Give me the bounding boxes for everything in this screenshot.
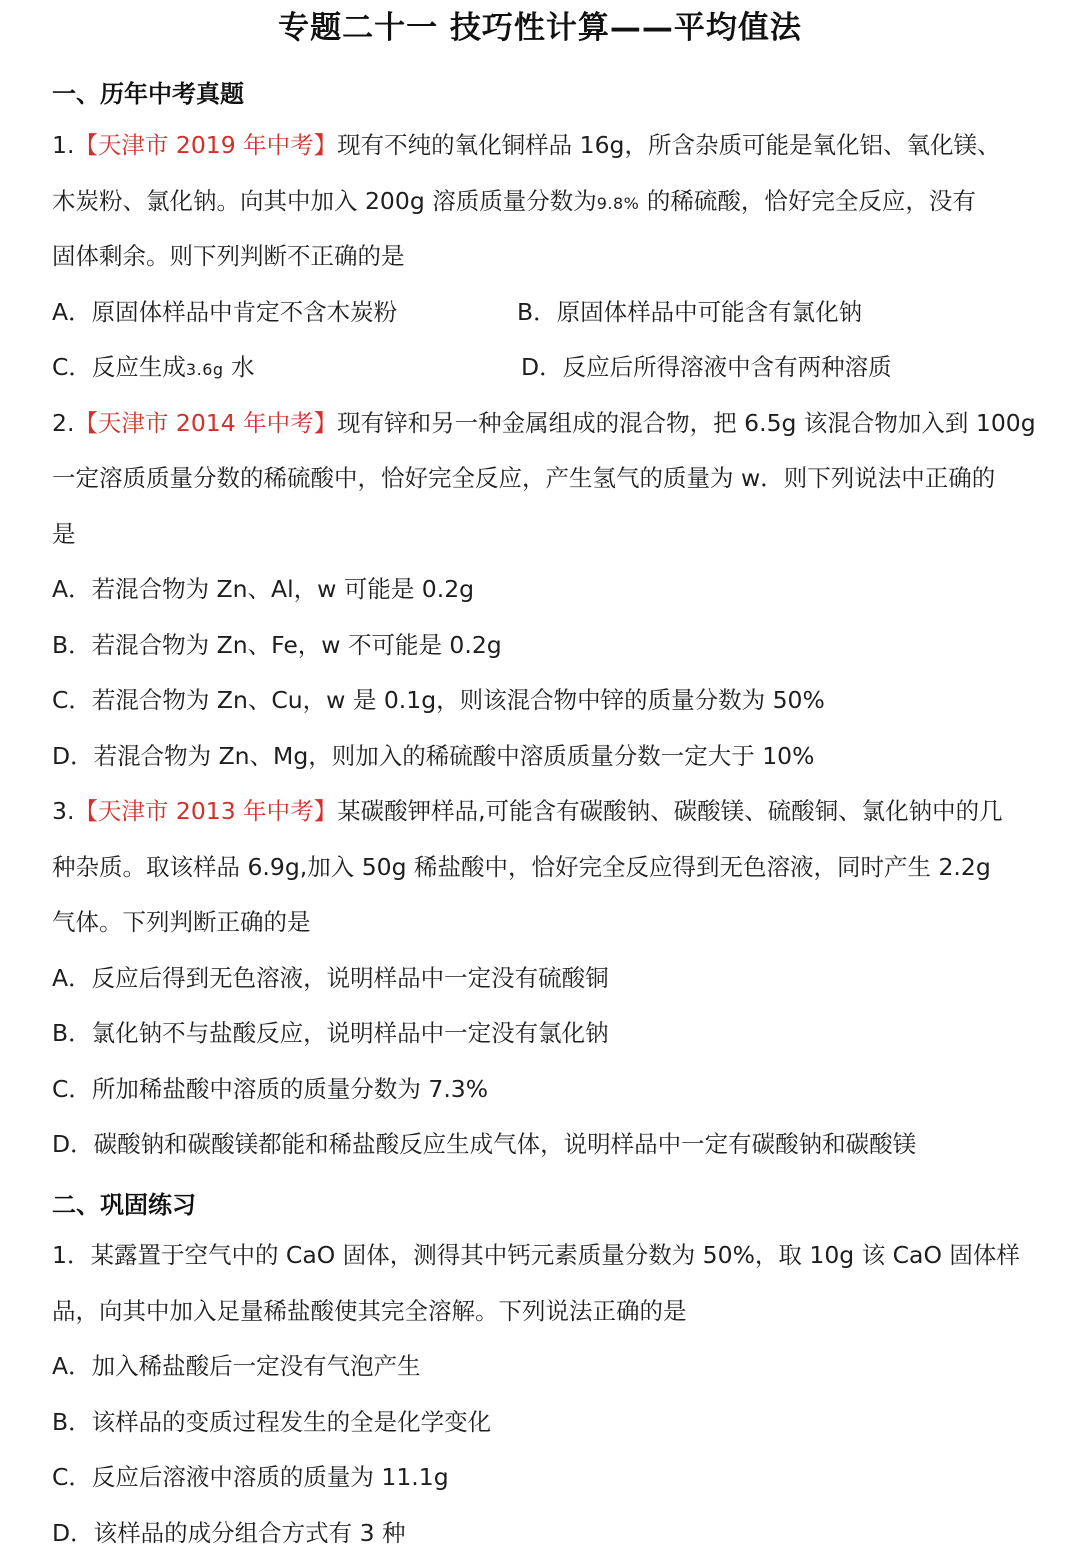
p1-line-1: 1．某露置于空气中的 CaO 固体，测得其中钙元素质量分数为 50%，取 10g 该 CaO 固体样: [52, 1241, 1020, 1269]
q3-line-2: 种杂质。取该样品 6.9g,加入 50g 稀盐酸中，恰好完全反应得到无色溶液，同时产生 2.2g: [52, 853, 991, 881]
page-title: 专题二十一 技巧性计算——平均值法: [278, 10, 802, 46]
p1-option-a: A．加入稀盐酸后一定没有气泡产生: [52, 1352, 421, 1380]
q1-line-2: [52, 186, 976, 219]
q2-option-b: B．若混合物为 Zn、Fe，w 不可能是 0.2g: [52, 631, 502, 659]
q2-number: 2.: [52, 409, 75, 437]
q1-option-a: A．原固体样品中肯定不含木炭粉: [52, 298, 398, 326]
q3-option-b: B．氯化钠不与盐酸反应，说明样品中一定没有氯化钠: [52, 1019, 609, 1047]
q2-option-c: C．若混合物为 Zn、Cu，w 是 0.1g，则该混合物中锌的质量分数为 50%: [52, 686, 825, 714]
q2-line-3: 是: [52, 520, 76, 548]
q3-source: 【天津市 2013 年中考】: [74, 797, 338, 825]
q1-option-d: D．反应后所得溶液中含有两种溶质: [521, 353, 892, 381]
q2-option-a: A．若混合物为 Zn、Al，w 可能是 0.2g: [52, 575, 475, 603]
section-heading-past-exams: 一、历年中考真题: [52, 80, 244, 108]
q1-option-c-text-b: 水: [223, 353, 255, 381]
section-heading-practice: 二、巩固练习: [52, 1191, 196, 1219]
q1-source: 【天津市 2019 年中考】: [74, 131, 338, 159]
q1-option-c-text-a: C．反应生成: [52, 353, 186, 381]
q3-option-c: C．所加稀盐酸中溶质的质量分数为 7.3%: [52, 1075, 489, 1103]
q3-option-a: A．反应后得到无色溶液，说明样品中一定没有硫酸铜: [52, 964, 609, 992]
q3-line-1: [52, 796, 1003, 826]
q3-number: 3.: [52, 797, 75, 825]
p1-option-d: D．该样品的成分组合方式有 3 种: [52, 1519, 406, 1547]
q2-source: 【天津市 2014 年中考】: [74, 409, 338, 437]
q1-option-c: [52, 352, 255, 385]
q1-concentration: 9.8%: [596, 194, 640, 213]
q1-line-3: 固体剩余。则下列判断不正确的是: [52, 242, 405, 270]
q2-line-2: 一定溶质质量分数的稀硫酸中，恰好完全反应，产生氢气的质量为 w．则下列说法中正确的: [52, 464, 996, 492]
q2-line-1: [52, 408, 1036, 438]
q1-number: 1.: [52, 131, 75, 159]
q1-option-b: B．原固体样品中可能含有氯化钠: [517, 298, 863, 326]
q1-text-2b: 的稀硫酸，恰好完全反应，没有: [639, 187, 976, 215]
q1-option-c-mass: 3.6g: [185, 360, 224, 379]
q3-text-1: 某碳酸钾样品,可能含有碳酸钠、碳酸镁、硫酸铜、氯化钠中的几: [337, 797, 1003, 825]
q3-line-3: 气体。下列判断正确的是: [52, 908, 311, 936]
q2-text-1: 现有锌和另一种金属组成的混合物，把 6.5g 该混合物加入到 100g: [337, 409, 1036, 437]
q1-text-1: 现有不纯的氧化铜样品 16g，所含杂质可能是氧化铝、氧化镁、: [337, 131, 1001, 159]
q3-option-d: D．碳酸钠和碳酸镁都能和稀盐酸反应生成气体，说明样品中一定有碳酸钠和碳酸镁: [52, 1130, 917, 1158]
p1-option-c: C．反应后溶液中溶质的质量为 11.1g: [52, 1463, 449, 1491]
q2-option-d: D．若混合物为 Zn、Mg，则加入的稀硫酸中溶质质量分数一定大于 10%: [52, 742, 815, 770]
p1-option-b: B．该样品的变质过程发生的全是化学变化: [52, 1408, 492, 1436]
q1-line-1: [52, 130, 1000, 160]
p1-line-2: 品，向其中加入足量稀盐酸使其完全溶解。下列说法正确的是: [52, 1297, 687, 1325]
q1-text-2a: 木炭粉、氯化钠。向其中加入 200g 溶质质量分数为: [52, 187, 597, 215]
